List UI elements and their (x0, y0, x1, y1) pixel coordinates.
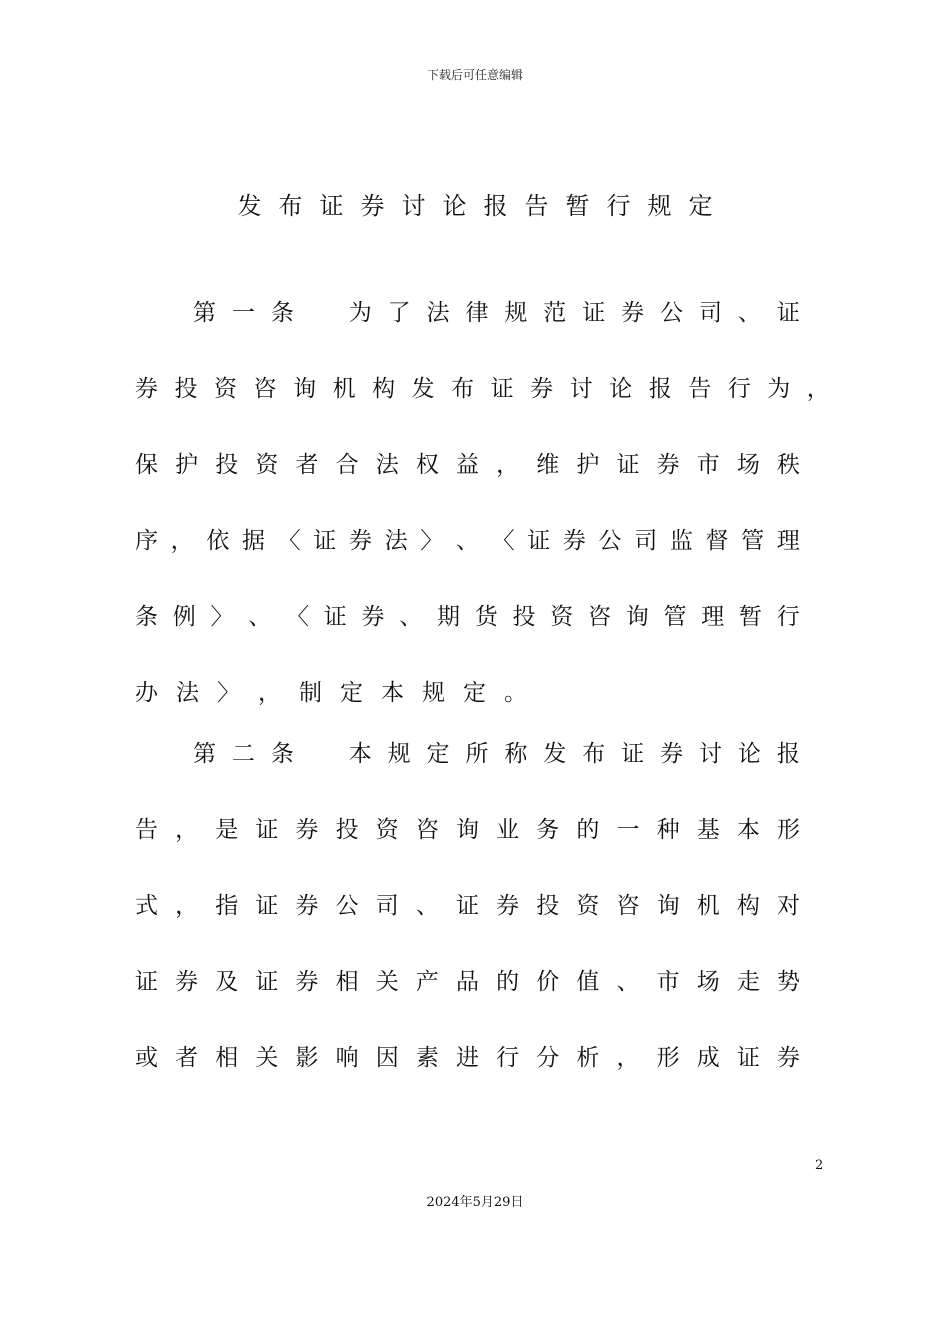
paragraph-line: 第 一 条 为 了 法 律 规 范 证 券 公 司 、 证 (193, 300, 800, 326)
footer-date: 2024年5月29日 (426, 1195, 524, 1210)
paragraph-line: 条 例 〉 、 〈 证 券 、 期 货 投 资 咨 询 管 理 暂 行 (135, 604, 800, 630)
header-note: 下载后可任意编辑 (426, 68, 523, 82)
paragraph-line: 告 ， 是 证 券 投 资 咨 询 业 务 的 一 种 基 本 形 (135, 817, 800, 843)
document-title: 发布证券讨论报告暂行规定 (237, 192, 730, 220)
paragraph-line: 式 ， 指 证 券 公 司 、 证 券 投 资 咨 询 机 构 对 (135, 893, 800, 919)
page-number: 2 (815, 1158, 824, 1173)
paragraph-line: 第 二 条 本 规 定 所 称 发 布 证 券 讨 论 报 (193, 741, 800, 767)
paragraph-line: 或 者 相 关 影 响 因 素 进 行 分 析 ， 形 成 证 券 (135, 1045, 800, 1071)
paragraph-line: 证 券 及 证 券 相 关 产 品 的 价 值 、 市 场 走 势 (135, 969, 800, 995)
paragraph-line: 序 ， 依 据 〈 证 券 法 〉 、 〈 证 券 公 司 监 督 管 理 (135, 528, 800, 554)
paragraph-line: 保 护 投 资 者 合 法 权 益 ， 维 护 证 券 市 场 秩 (135, 452, 800, 478)
paragraph-line: 券 投 资 咨 询 机 构 发 布 证 券 讨 论 报 告 行 为 ， (135, 376, 830, 402)
paragraph-line: 办 法 〉 ， 制 定 本 规 定 。 (135, 680, 527, 706)
